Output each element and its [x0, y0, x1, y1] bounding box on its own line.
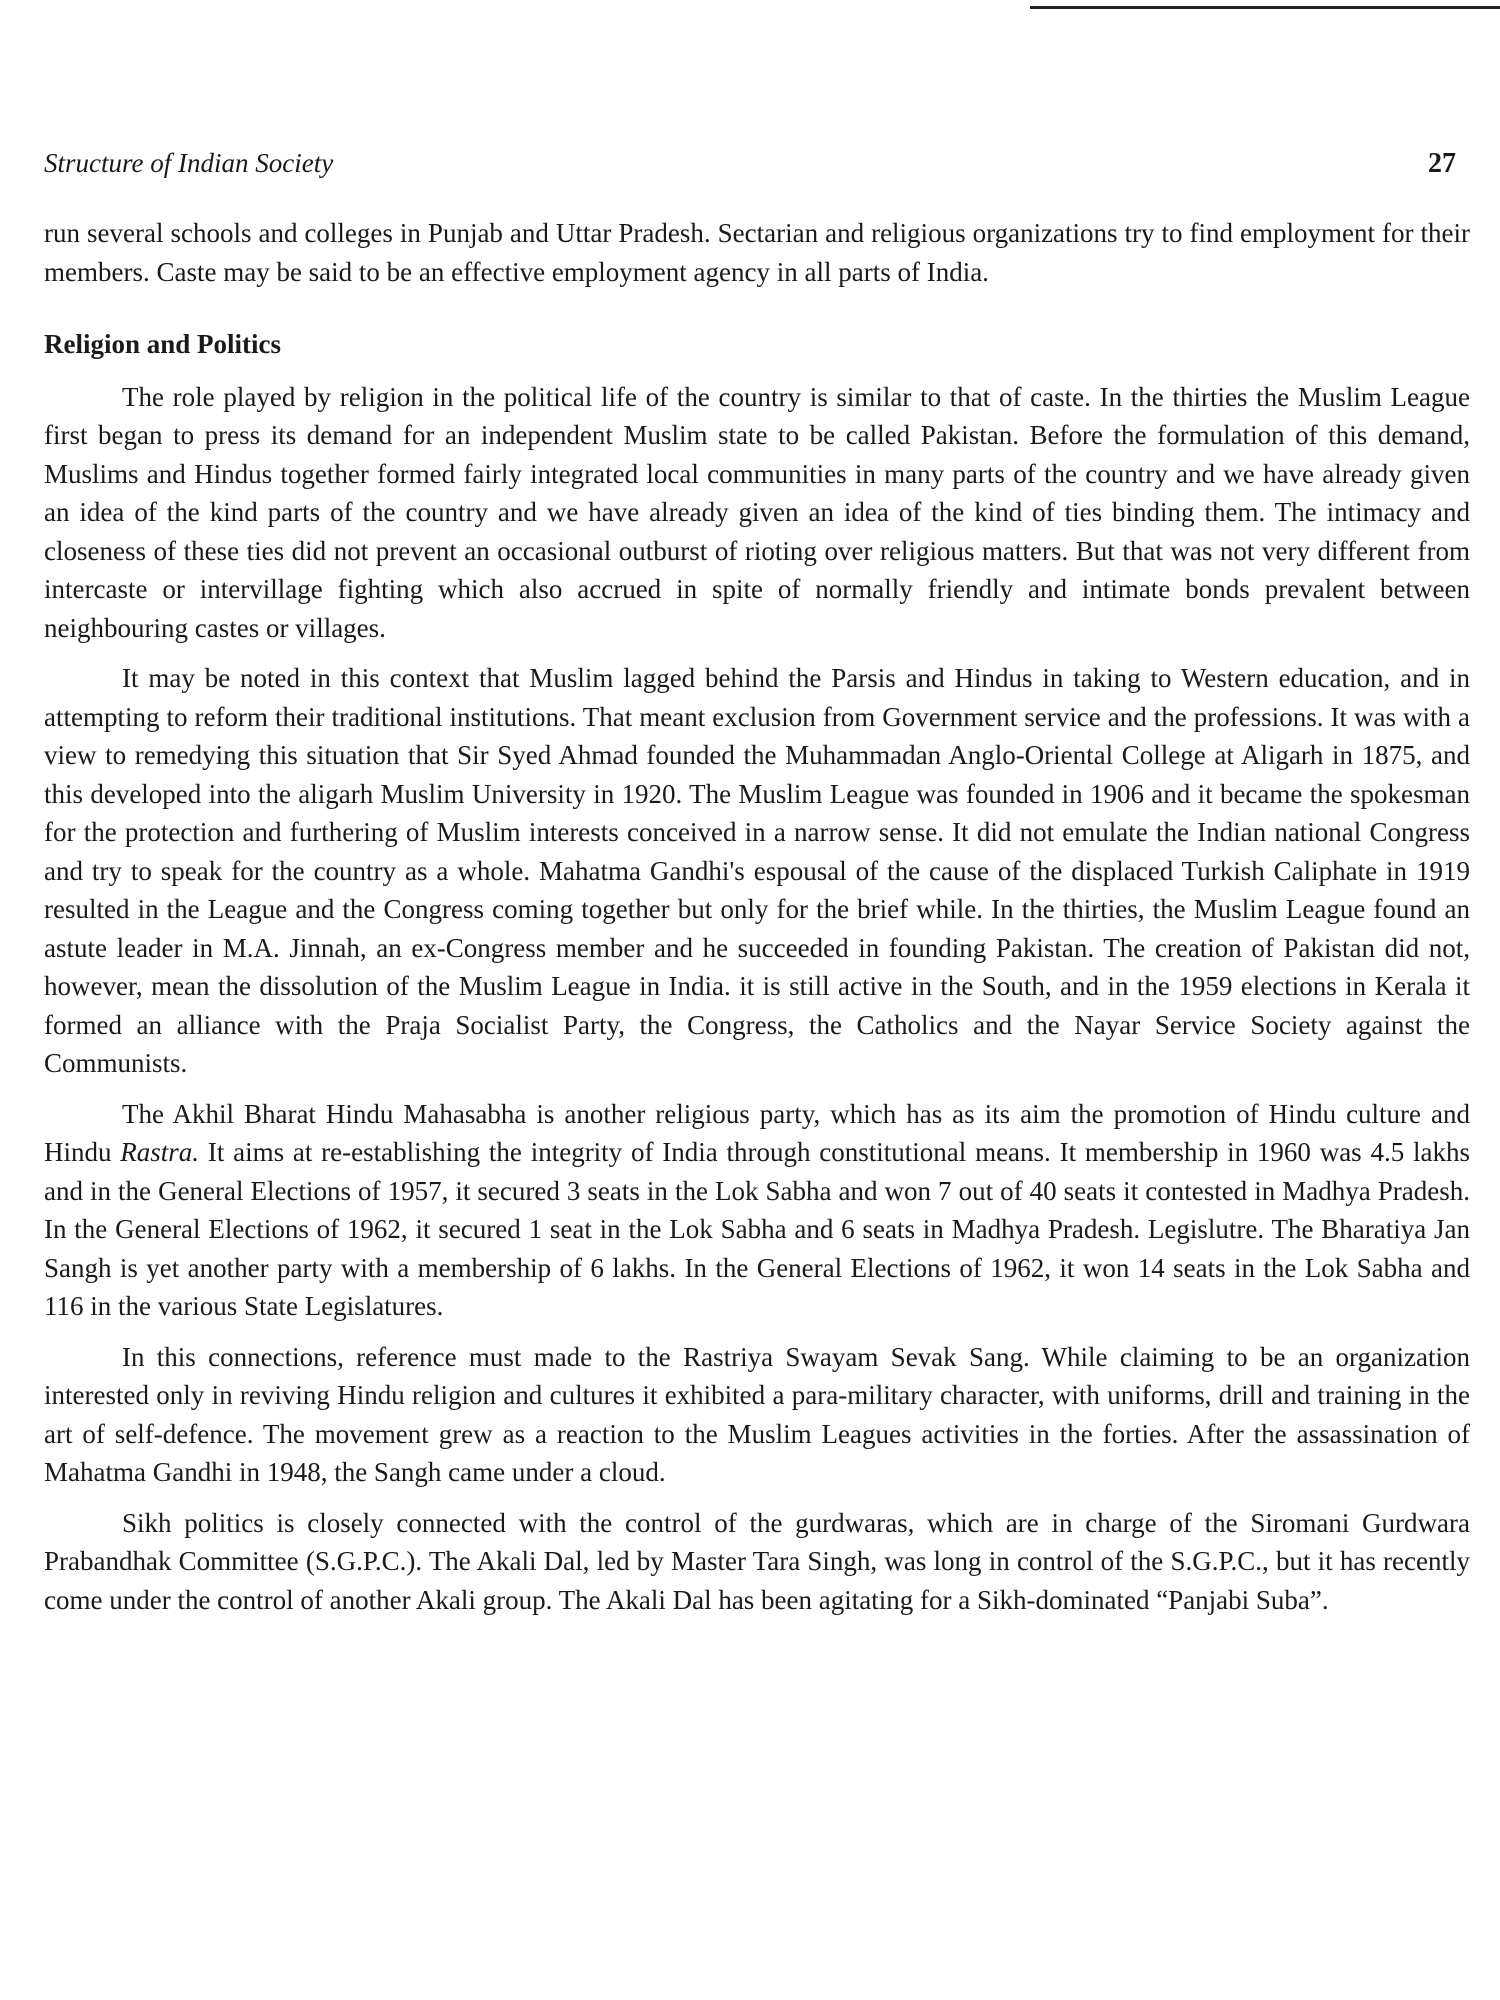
- running-head: [44, 148, 1456, 188]
- paragraph-sikh-politics: Sikh politics is closely connected with the control of the gurdwaras, which are in charge of the Siromani Gurdwara Prabandhak Committee (S.G.P.C.). The Akali Dal, led by Master Tara Singh, was long in control of the S.G.P.C., but it has recently come under the control of another Akali group. The Akali Dal has been agitating for a Sikh-dominated “Panjabi Suba”.: [44, 1507, 1470, 1615]
- page-number: 27: [1428, 148, 1456, 179]
- top-rule: [1030, 6, 1500, 9]
- paragraph-text-after: It aims at re-establishing the integrity of India through constitutional means. It membership in 1960 was 4.5 lakhs and in the General Elections of 1957, it secured 3 seats in the Lok Sabha and won 7 out of 40 seats it contested in Madhya Pradesh. In the General Elections of 1962, it secured 1 seat in the Lok Sabha and 6 seats in Madhya Pradesh. Legislutre. The Bharatiya Jan Sangh is yet another party with a membership of 6 lakhs. In the General Elections of 1962, it won 14 seats in the Lok Sabha and 116 in the various State Legislatures.: [44, 1137, 1471, 1321]
- intro-paragraph: run several schools and colleges in Punjab and Uttar Pradesh. Sectarian and religious organizations try to find employment for their members. Caste may be said to be an effective employment agency in all parts of India.: [44, 218, 1470, 287]
- running-title: Structure of Indian Society: [44, 148, 334, 178]
- paragraph-rss: In this connections, reference must made to the Rastriya Swayam Sevak Sang. While claiming to be an organization interested only in reviving Hindu religion and cultures it exhibited a para-military character, with uniforms, drill and training in the art of self-defence. The movement grew as a reaction to the Muslim Leagues activities in the forties. After the assassination of Mahatma Gandhi in 1948, the Sangh came under a cloud.: [44, 1341, 1470, 1487]
- paragraph-religion-role: The role played by religion in the political life of the country is similar to that of caste. In the thirties the Muslim League first began to press its demand for an independent Muslim state to be called Pakistan. Before the formulation of this demand, Muslims and Hindus together formed fairly integrated local communities in many parts of the country and we have already given an idea of the kind parts of the country and we have already given an idea of the kind of ties binding them. The intimacy and closeness of these ties did not prevent an occasional outburst of rioting over religious matters. But that was not very different from intercaste or intervillage fighting which also accrued in spite of normally friendly and intimate bonds prevalent between neighbouring castes or villages.: [44, 381, 1470, 643]
- page-body: [44, 214, 1470, 1631]
- paragraph-text-before: The Akhil Bharat Hindu Mahasabha is another religious party, which has as its aim the promotion of Hindu culture and Hindu: [44, 1098, 1470, 1167]
- paragraph-muslim-league: It may be noted in this context that Muslim lagged behind the Parsis and Hindus in taking to Western education, and in attempting to reform their traditional institutions. That meant exclusion from Government service and the professions. It was with a view to remedying this situation that Sir Syed Ahmad founded the Muhammadan Anglo-Oriental College at Aligarh in 1875, and this developed into the aligarh Muslim University in 1920. The Muslim League was founded in 1906 and it became the spokesman for the protection and furthering of Muslim interests conceived in a narrow sense. It did not emulate the Indian national Congress and try to speak for the country as a whole. Mahatma Gandhi's espousal of the cause of the displaced Turkish Caliphate in 1919 resulted in the League and the Congress coming together but only for the brief while. In the thirties, the Muslim League found an astute leader in M.A. Jinnah, an ex-Congress member and he succeeded in founding Pakistan. The creation of Pakistan did not, however, mean the dissolution of the Muslim League in India. it is still active in the South, and in the 1959 elections in Kerala it formed an alliance with the Praja Socialist Party, the Congress, the Catholics and the Nayar Service Society against the Communists.: [44, 663, 1470, 1078]
- paragraph-hindu-mahasabha: [44, 1095, 1470, 1326]
- emphasis-rastra: Rastra.: [120, 1137, 200, 1167]
- section-heading: Religion and Politics: [44, 329, 282, 359]
